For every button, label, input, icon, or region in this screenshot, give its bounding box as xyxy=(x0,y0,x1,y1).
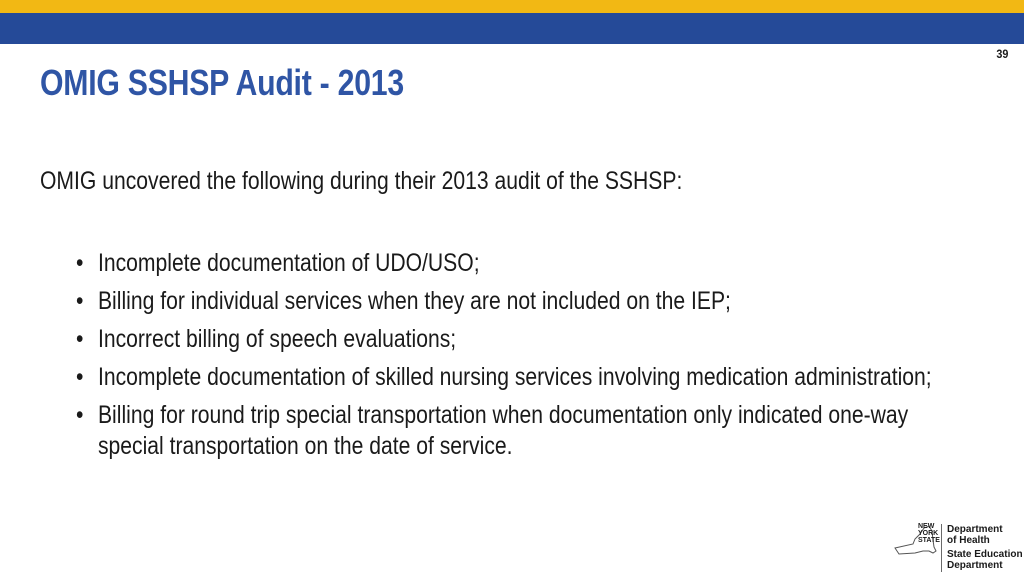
department-of-health-label: Department of Health xyxy=(947,524,1003,546)
header-blue-bar xyxy=(0,13,1024,44)
findings-list xyxy=(76,248,946,469)
bullet-icon: • xyxy=(76,249,84,277)
list-item xyxy=(76,362,946,393)
bullet-icon: • xyxy=(76,287,84,315)
list-item xyxy=(76,286,946,317)
list-item xyxy=(76,248,946,279)
bullet-icon: • xyxy=(76,363,84,391)
list-item-text: Incorrect billing of speech evaluations; xyxy=(97,325,457,353)
list-item xyxy=(76,400,946,462)
list-item-text: Incomplete documentation of UDO/USO; xyxy=(97,249,480,277)
slide-number: 39 xyxy=(995,47,1008,61)
intro-text: OMIG uncovered the following during their 2013 audit of the SSHSP: xyxy=(40,167,683,195)
list-item xyxy=(76,324,946,355)
state-education-department-label: State Education Department xyxy=(947,549,1023,571)
list-item-text: Incomplete documentation of skilled nursing services involving medication administration; xyxy=(97,363,932,391)
new-york-state-wordmark: NEW YORK STATE xyxy=(918,523,940,544)
bullet-icon: • xyxy=(76,401,84,429)
bullet-icon: • xyxy=(76,325,84,353)
slide-title: OMIG SSHSP Audit - 2013 xyxy=(40,62,404,103)
header-gold-bar xyxy=(0,0,1024,13)
list-item-text: Billing for round trip special transportation when documentation only indicated one-way special transportation on the date of service. xyxy=(97,401,909,460)
list-item-text: Billing for individual services when they are not included on the IEP; xyxy=(97,287,731,315)
nys-logo xyxy=(893,520,1021,574)
logo-divider xyxy=(941,524,942,572)
